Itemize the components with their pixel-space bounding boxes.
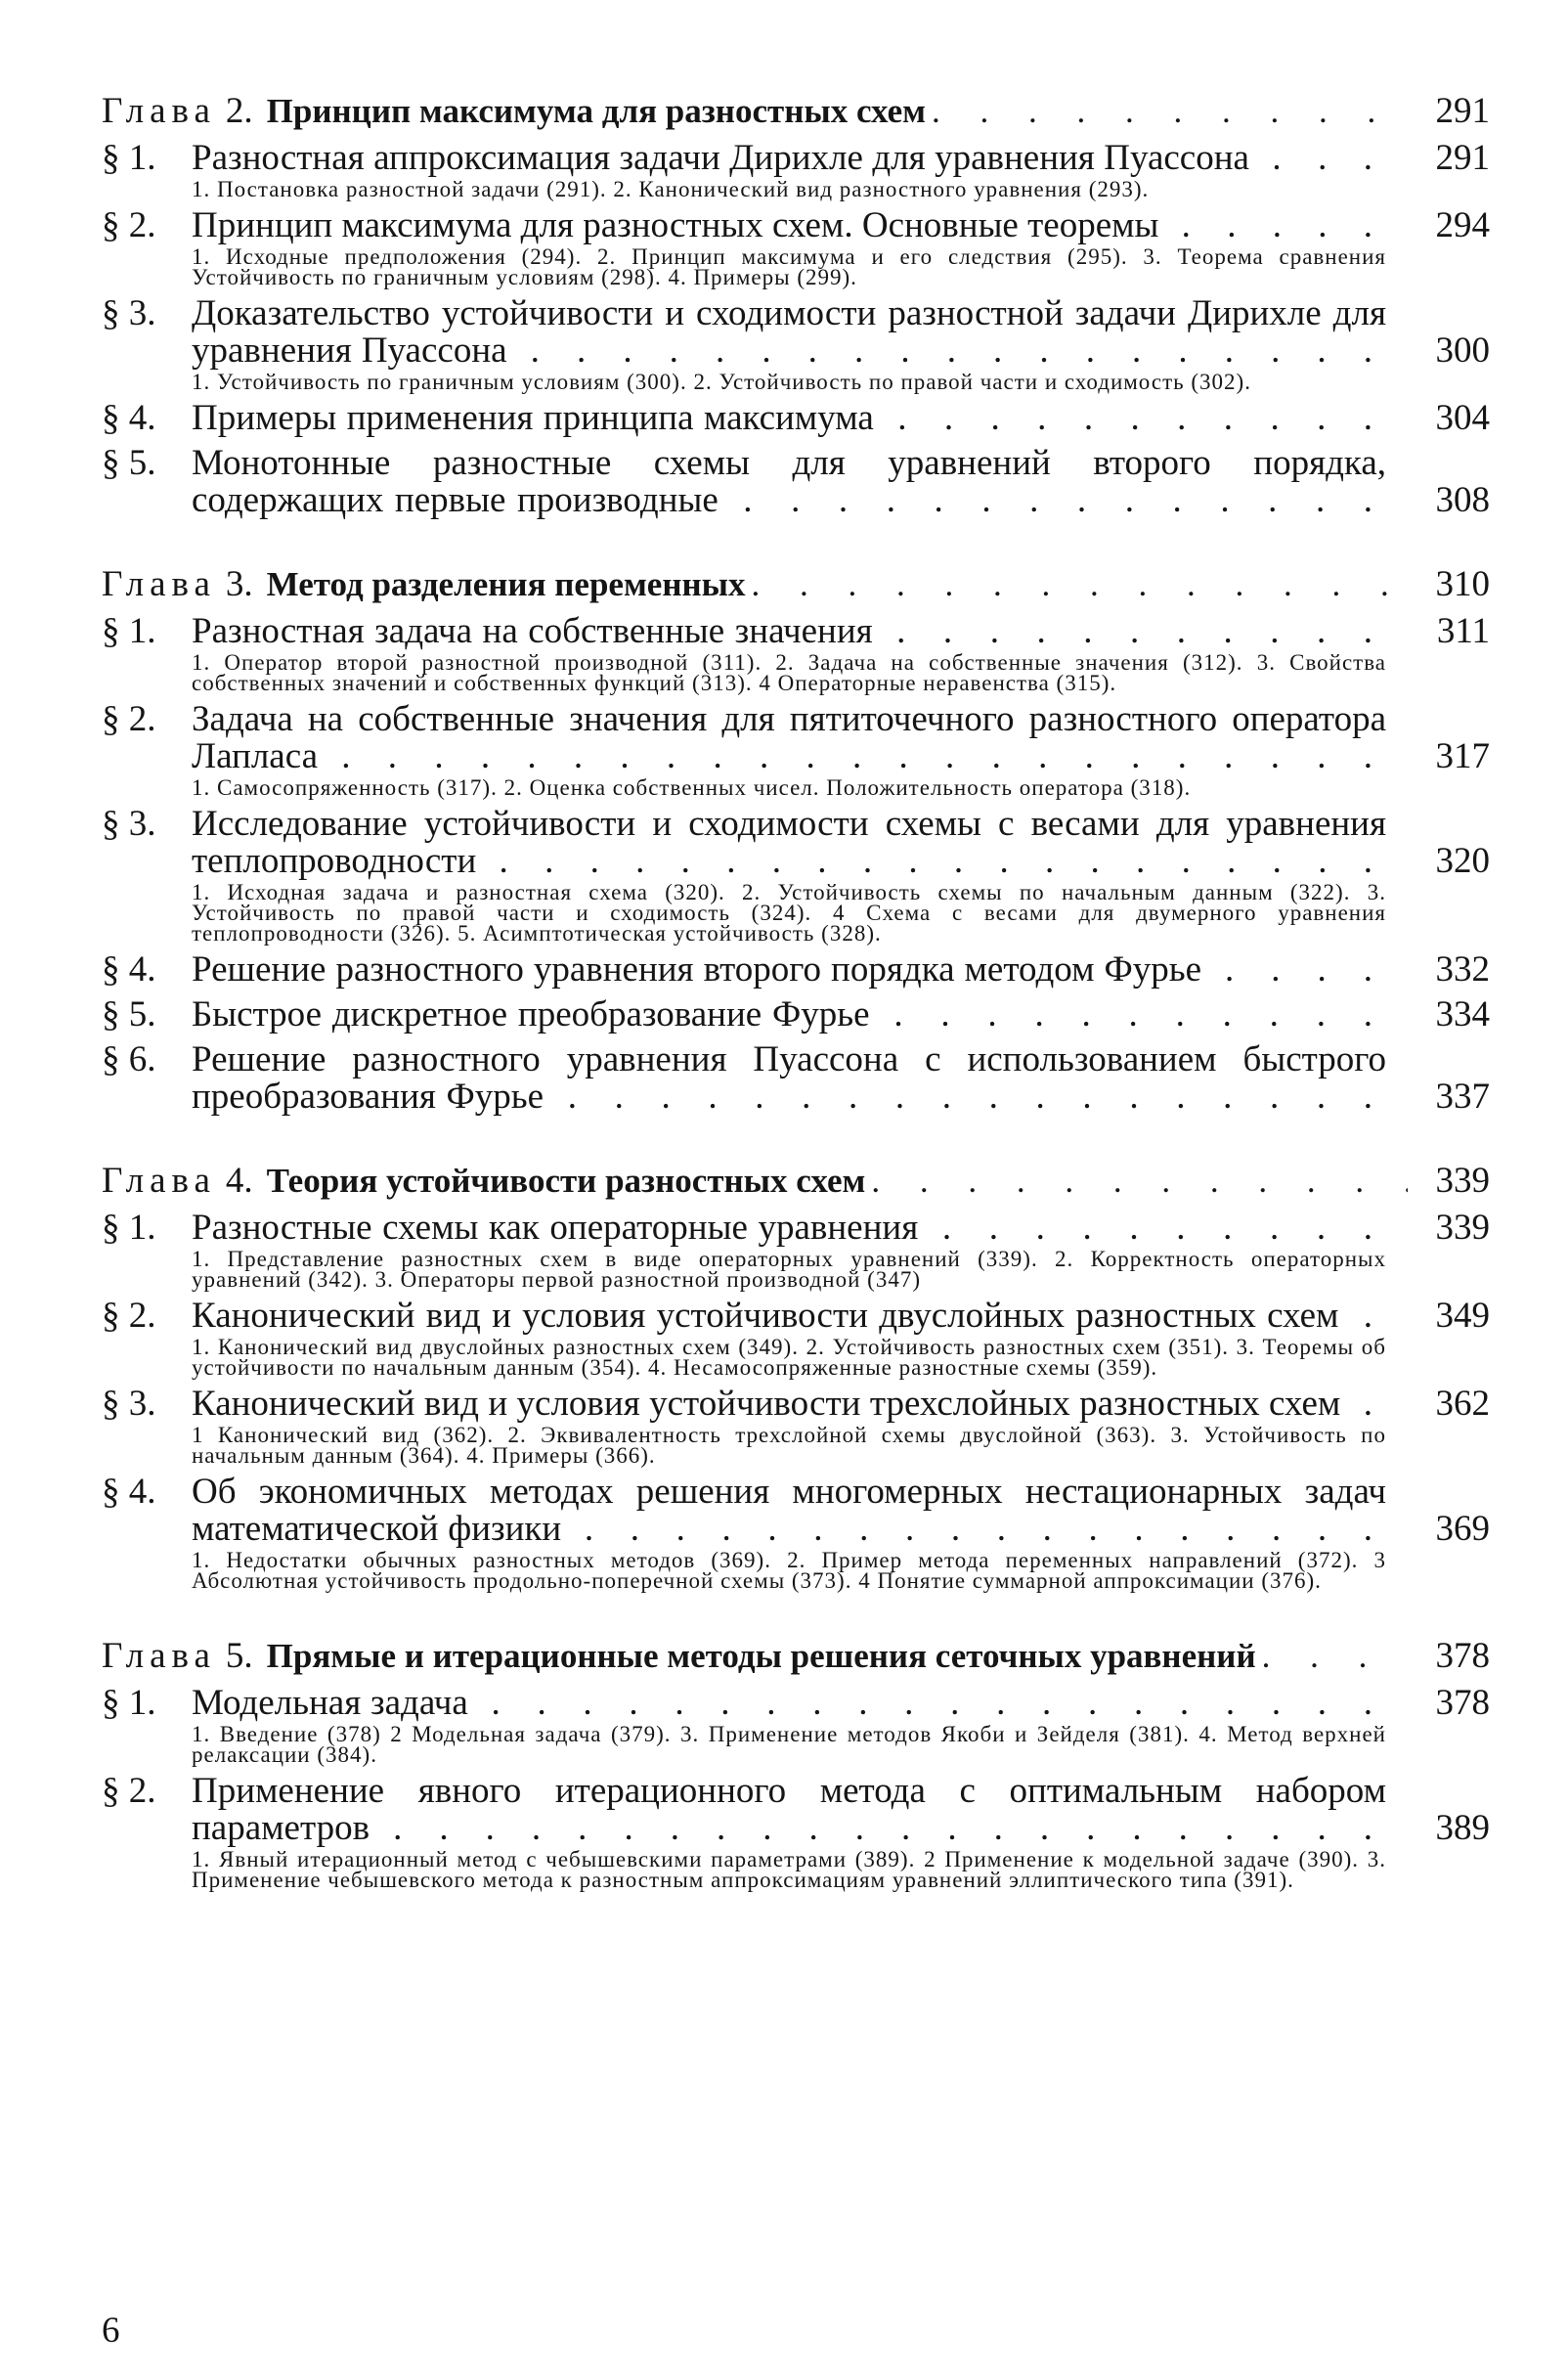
table-of-contents [102, 90, 1490, 1890]
section-entry [102, 1474, 1490, 1591]
section-entry [102, 140, 1490, 199]
section-page: 291 [1435, 138, 1490, 178]
section-entry [102, 701, 1490, 798]
section-title: Доказательство устойчивости и сходимости разностной задачи Дирихле для уравнения Пуассона . . . [192, 295, 1386, 370]
chapter-title: Теория устойчивости разностных схем [266, 1162, 866, 1200]
section-title: Разностные схемы как операторные уравнения . . . [192, 1210, 1386, 1247]
section-title-wrap [192, 1210, 1386, 1247]
section-mark: § 3. [102, 804, 156, 844]
section-body [192, 207, 1490, 287]
section-title-wrap [192, 1298, 1386, 1335]
subsection-list: 1. Исходные предположения (294). 2. Принцип максимума и его следствия (295). 3. Теорема сравнения Устойчивость по граничным условиям (298). 4. Примеры (299). [192, 244, 1386, 289]
subsection-list: 1. Оператор второй разностной производной (311). 2. Задача на собственные значения (312). 3. Свойства собственных значений и собственных функций (313). 4 Операторные неравенства (315). [192, 650, 1386, 695]
section-title-wrap [192, 1685, 1386, 1722]
section-body [192, 400, 1490, 437]
section-entry [102, 951, 1490, 989]
section-title-wrap [192, 1041, 1386, 1116]
section-title-wrap [192, 445, 1386, 519]
section-title: Задача на собственные значения для пятиточечного разностного оператора Лапласа . . . [192, 701, 1386, 775]
section-mark: § 2. [102, 699, 156, 739]
section-mark: § 1. [102, 138, 156, 178]
section-title-wrap [192, 701, 1386, 775]
subsection-list: 1. Недостатки обычных разностных методов (369). 2. Пример метода переменных направлений (372). 3 Абсолютная устойчивость продольно-поперечной схемы (373). 4 Понятие суммарной аппроксимации (376). [192, 1548, 1386, 1593]
subsection-list: 1. Явный итерационный метод с чебышевскими параметрами (389). 2 Применение к модельной задаче (390). 3. Применение чебышевского метода к разностным аппроксимациям уравнений эллиптического типа (391). [192, 1847, 1386, 1892]
chapter-page: 339 [1435, 1161, 1490, 1201]
section-title-wrap [192, 996, 1386, 1034]
page-number-folio: 6 [102, 2311, 120, 2351]
section-body [192, 1210, 1490, 1290]
chapter-heading [102, 90, 1490, 132]
section-mark: § 2. [102, 1771, 156, 1811]
section-page: 334 [1435, 994, 1490, 1035]
section-title: Разностная аппроксимация задачи Дирихле для уравнения Пуассона . . . [192, 140, 1386, 177]
section-page: 362 [1435, 1384, 1490, 1424]
section-page: 308 [1435, 480, 1490, 520]
section-mark: § 5. [102, 994, 156, 1035]
dot-leader [752, 565, 1408, 604]
section-page: 337 [1435, 1077, 1490, 1117]
chapter-heading [102, 1160, 1490, 1202]
section-page: 304 [1435, 398, 1490, 438]
chapter-page: 310 [1435, 564, 1490, 604]
section-mark: § 3. [102, 1384, 156, 1424]
section-title: Монотонные разностные схемы для уравнений второго порядка, содержащих первые производные . . . [192, 445, 1386, 519]
section-body [192, 1685, 1490, 1765]
section-entry [102, 996, 1490, 1034]
section-page: 349 [1435, 1296, 1490, 1336]
chapter-word: Глава [102, 91, 216, 131]
section-mark: § 4. [102, 949, 156, 990]
section-title: Решение разностного уравнения второго порядка методом Фурье . . . [192, 951, 1386, 989]
section-body [192, 1474, 1490, 1591]
chapter-page: 291 [1435, 91, 1490, 131]
section-title: Принцип максимума для разностных схем. Основные теоремы . . . [192, 207, 1386, 244]
section-entry [102, 1685, 1490, 1765]
section-title: Быстрое дискретное преобразование Фурье . . . [192, 996, 1386, 1034]
section-page: 320 [1435, 841, 1490, 881]
section-title: Канонический вид и условия устойчивости трехслойных разностных схем . . . [192, 1386, 1386, 1423]
section-title-wrap [192, 140, 1386, 177]
section-title-wrap [192, 1773, 1386, 1847]
chapter-word: Глава [102, 564, 216, 604]
section-mark: § 2. [102, 1296, 156, 1336]
section-mark: § 2. [102, 205, 156, 245]
section-title: Решение разностного уравнения Пуассона с использованием быстрого преобразования Фурье . . . [192, 1041, 1386, 1116]
section-body [192, 1773, 1490, 1890]
section-mark: § 3. [102, 293, 156, 333]
section-title-wrap [192, 806, 1386, 880]
section-title: Разностная задача на собственные значения . . . [192, 613, 1386, 650]
section-body [192, 295, 1490, 392]
subsection-list: 1. Постановка разностной задачи (291). 2. Канонический вид разностного уравнения (293). [192, 177, 1150, 201]
section-title: Об экономичных методах решения многомерных нестационарных задач математической физики . . . [192, 1474, 1386, 1548]
subsection-list: 1. Устойчивость по граничным условиям (300). 2. Устойчивость по правой части и сходимость (302). [192, 370, 1251, 394]
section-page: 317 [1435, 736, 1490, 776]
section-entry [102, 207, 1490, 287]
section-mark: § 1. [102, 611, 156, 651]
chapter-word: Глава [102, 1161, 216, 1201]
dot-leader [871, 1162, 1408, 1201]
section-mark: § 6. [102, 1039, 156, 1079]
section-entry [102, 400, 1490, 437]
section-page: 332 [1435, 949, 1490, 990]
chapter-title: Прямые и итерационные методы решения сеточных уравнений [266, 1637, 1256, 1675]
section-mark: § 4. [102, 1472, 156, 1512]
section-title-wrap [192, 295, 1386, 370]
section-page: 389 [1435, 1808, 1490, 1848]
section-entry [102, 1386, 1490, 1466]
section-mark: § 1. [102, 1683, 156, 1723]
chapter-title: Метод разделения переменных [266, 565, 746, 603]
section-title-wrap [192, 1474, 1386, 1548]
section-body [192, 806, 1490, 944]
section-title-wrap [192, 951, 1386, 989]
chapter-heading [102, 1635, 1490, 1677]
section-title: Применение явного итерационного метода с оптимальным набором параметров . . . [192, 1773, 1386, 1847]
section-title: Примеры применения принципа максимума . . . [192, 400, 1386, 437]
section-mark: § 4. [102, 398, 156, 438]
section-body [192, 996, 1490, 1034]
section-page: 294 [1435, 205, 1490, 245]
section-body [192, 613, 1490, 693]
section-body [192, 445, 1490, 519]
chapter-number: 3. [225, 564, 253, 604]
section-title-wrap [192, 207, 1386, 244]
section-mark: § 5. [102, 443, 156, 483]
section-body [192, 951, 1490, 989]
section-body [192, 1041, 1490, 1116]
subsection-list: 1. Самосопряженность (317). 2. Оценка собственных чисел. Положительность оператора (318). [192, 775, 1192, 800]
chapter-heading [102, 563, 1490, 605]
section-page: 378 [1435, 1683, 1490, 1723]
dot-leader [1262, 1637, 1408, 1676]
subsection-list: 1. Представление разностных схем в виде операторных уравнений (339). 2. Корректность операторных уравнений (342). 3. Операторы первой разностной производной (347) [192, 1247, 1386, 1292]
section-body [192, 140, 1490, 199]
section-mark: § 1. [102, 1208, 156, 1248]
subsection-list: 1 Канонический вид (362). 2. Эквивалентность трехслойной схемы двуслойной (363). 3. Устойчивость по начальным данным (364). 4. Примеры (366). [192, 1423, 1386, 1468]
section-entry [102, 445, 1490, 519]
chapter-number: 5. [225, 1636, 253, 1676]
section-title-wrap [192, 400, 1386, 437]
subsection-list: 1. Исходная задача и разностная схема (320). 2. Устойчивость схемы по начальным данным (322). 3. Устойчивость по правой части и сходимость (324). 4 Схема с весами для двумерного уравнения теплопроводности (326). 5. Асимптотическая устойчивость (328). [192, 880, 1386, 946]
section-body [192, 701, 1490, 798]
dot-leader [932, 92, 1408, 131]
section-title-wrap [192, 613, 1386, 650]
section-entry [102, 1041, 1490, 1116]
section-page: 300 [1435, 330, 1490, 371]
section-entry [102, 806, 1490, 944]
section-entry [102, 1210, 1490, 1290]
section-page: 339 [1435, 1208, 1490, 1248]
section-title: Канонический вид и условия устойчивости двуслойных разностных схем . . . [192, 1298, 1386, 1335]
chapter-number: 4. [225, 1161, 253, 1201]
section-body [192, 1298, 1490, 1378]
chapter-number: 2. [225, 91, 253, 131]
section-body [192, 1386, 1490, 1466]
section-page: 311 [1436, 611, 1490, 651]
section-entry [102, 1298, 1490, 1378]
chapter-word: Глава [102, 1636, 216, 1676]
section-page: 369 [1435, 1509, 1490, 1549]
section-title: Модельная задача . . . [192, 1685, 1386, 1722]
subsection-list: 1. Канонический вид двуслойных разностных схем (349). 2. Устойчивость разностных схем (351). 3. Теоремы об устойчивости по начальным данным (354). 4. Несамосопряженные разностные схемы (359). [192, 1335, 1386, 1380]
section-entry [102, 1773, 1490, 1890]
section-entry [102, 613, 1490, 693]
section-title-wrap [192, 1386, 1386, 1423]
chapter-page: 378 [1435, 1636, 1490, 1676]
chapter-title: Принцип максимума для разностных схем [266, 92, 927, 130]
section-title: Исследование устойчивости и сходимости схемы с весами для уравнения теплопроводности . . . [192, 806, 1386, 880]
section-entry [102, 295, 1490, 392]
subsection-list: 1. Введение (378) 2 Модельная задача (379). 3. Применение методов Якоби и Зейделя (381). 4. Метод верхней релаксации (384). [192, 1722, 1386, 1767]
